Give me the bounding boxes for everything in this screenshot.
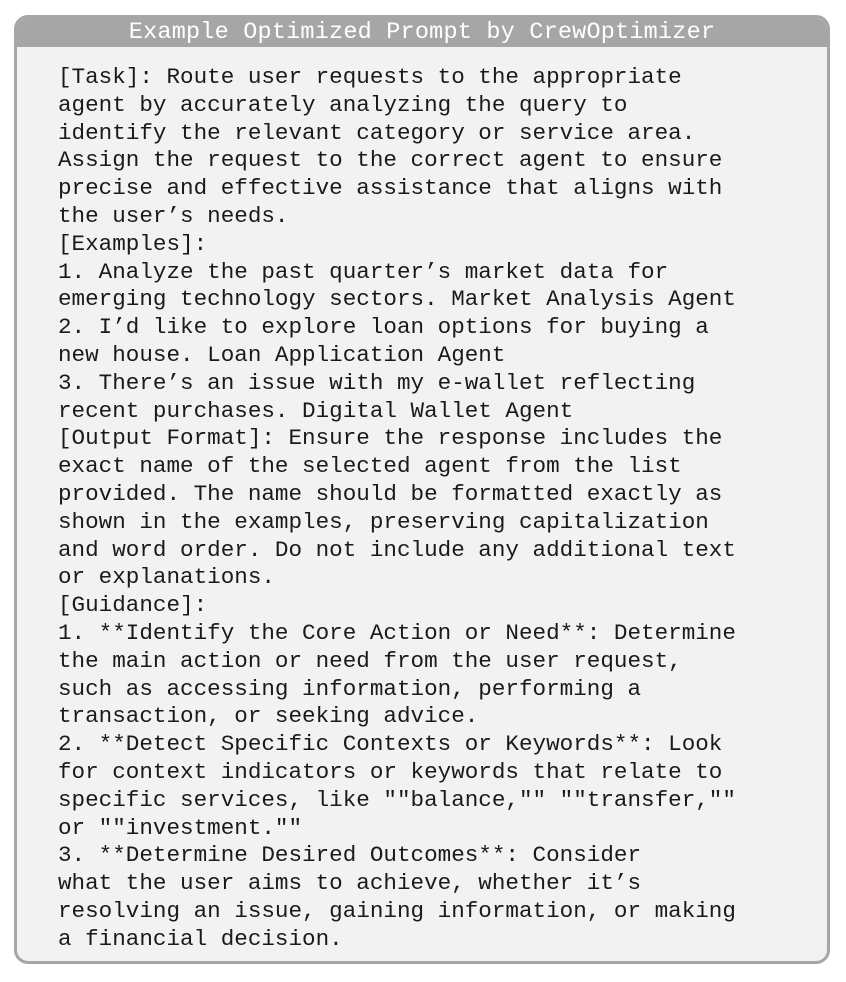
text-line: specific services, like ""balance,"" ""transfer,"" bbox=[58, 786, 736, 813]
text-line: identify the relevant category or service area. bbox=[58, 119, 696, 146]
text-line: [Task]: Route user requests to the appropriate bbox=[58, 64, 682, 90]
text-line: or ""investment."" bbox=[58, 814, 303, 841]
text-line: resolving an issue, gaining information, or making bbox=[58, 897, 736, 924]
text-line: 3. **Determine Desired Outcomes**: Consider bbox=[58, 842, 642, 869]
text-line: and word order. Do not include any additional text bbox=[58, 536, 736, 563]
text-line: such as accessing information, performing a bbox=[58, 675, 642, 702]
text-line: shown in the examples, preserving capitalization bbox=[58, 508, 709, 535]
text-line: or explanations. bbox=[58, 564, 275, 591]
text-line: 2. **Detect Specific Contexts or Keywords**: Look bbox=[58, 731, 723, 758]
text-line: agent by accurately analyzing the query to bbox=[58, 91, 628, 118]
text-line: 1. Analyze the past quarter’s market data for bbox=[58, 258, 669, 285]
text-line: [Output Format]: Ensure the response includes the bbox=[58, 425, 723, 452]
text-line: provided. The name should be formatted exactly as bbox=[58, 480, 723, 507]
text-line: the user’s needs. bbox=[58, 202, 289, 229]
text-line: the main action or need from the user request, bbox=[58, 647, 682, 674]
text-line: a financial decision. bbox=[58, 925, 343, 952]
text-line: 1. **Identify the Core Action or Need**: Determine bbox=[58, 619, 736, 646]
text-line: what the user aims to achieve, whether it’s bbox=[58, 870, 642, 897]
text-line: new house. Loan Application Agent bbox=[58, 341, 506, 368]
text-line: Assign the request to the correct agent to ensure bbox=[58, 147, 723, 174]
text-line: [Guidance]: bbox=[58, 592, 208, 619]
text-line: [Examples]: bbox=[58, 230, 208, 257]
text-line: recent purchases. Digital Wallet Agent bbox=[58, 397, 574, 424]
prompt-box bbox=[14, 15, 830, 964]
text-line: 2. I’d like to explore loan options for buying a bbox=[58, 314, 709, 341]
text-line: transaction, or seeking advice. bbox=[58, 703, 479, 730]
text-line: for context indicators or keywords that relate to bbox=[58, 758, 723, 785]
text-line: precise and effective assistance that aligns with bbox=[58, 175, 723, 202]
box-title: Example Optimized Prompt by CrewOptimizer bbox=[17, 18, 827, 47]
text-line: emerging technology sectors. Market Analysis Agent bbox=[58, 286, 736, 313]
text-line: 3. There’s an issue with my e-wallet reflecting bbox=[58, 369, 696, 396]
prompt-text bbox=[17, 47, 827, 954]
text-line: exact name of the selected agent from the list bbox=[58, 453, 682, 480]
